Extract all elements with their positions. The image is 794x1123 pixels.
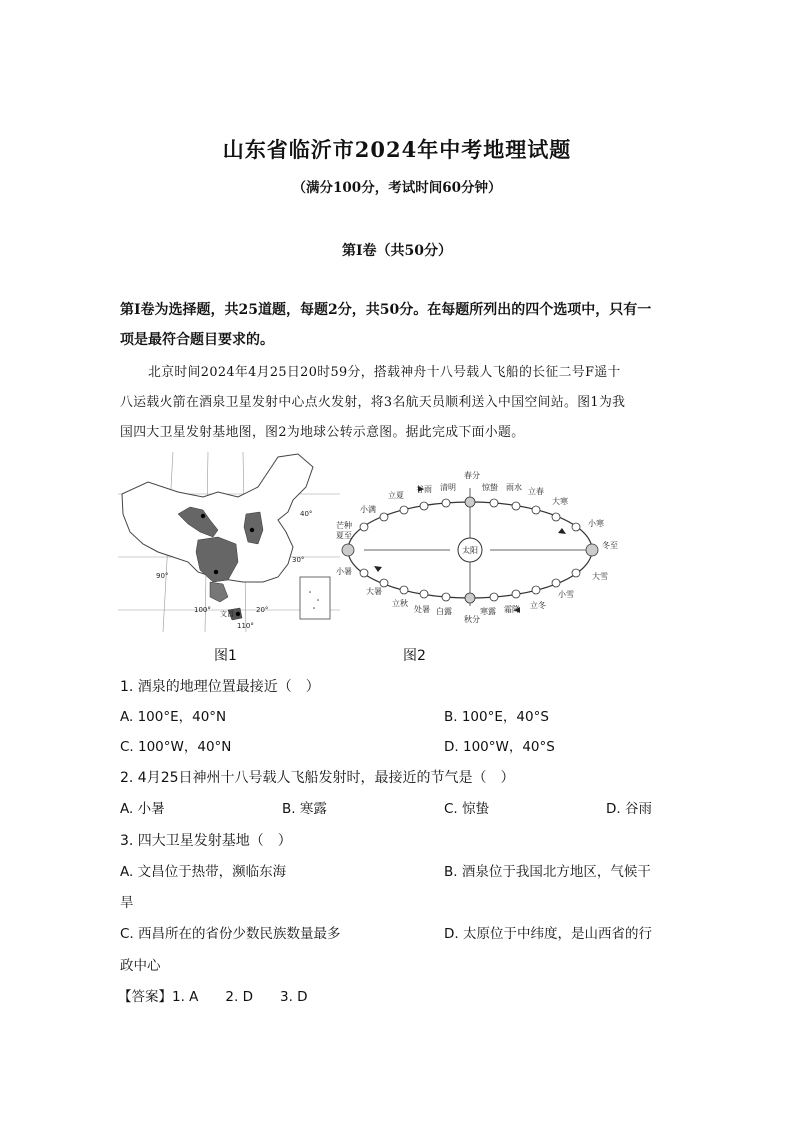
term-chushu: 处暑 bbox=[414, 605, 430, 614]
passage-line-3: 国四大卫星发射基地图，图2为地球公转示意图。据此完成下面小题。 bbox=[120, 425, 525, 440]
jiuquan-point bbox=[201, 514, 205, 518]
yunnan-province bbox=[210, 582, 228, 602]
term-dashu: 大暑 bbox=[366, 587, 382, 596]
lon-90-label: 90° bbox=[156, 572, 169, 580]
question-2-stem: 2. 4月25日神州十八号载人飞船发射时，最接近的节气是（ ） bbox=[120, 770, 515, 786]
term-jingzhe: 惊蛰 bbox=[482, 483, 498, 492]
earth-qiufen bbox=[465, 593, 475, 603]
term-xiaohan: 小寒 bbox=[588, 519, 604, 528]
question-2-option-b[interactable]: B. 寒露 bbox=[282, 801, 327, 817]
earth-xiazhi bbox=[342, 544, 354, 556]
earth-dongzhi bbox=[586, 544, 598, 556]
question-2-option-c[interactable]: C. 惊蛰 bbox=[444, 801, 490, 817]
term-lixia: 立夏 bbox=[388, 491, 404, 500]
term-lidong: 立冬 bbox=[530, 601, 546, 610]
question-2-option-d[interactable]: D. 谷雨 bbox=[606, 801, 652, 817]
term-xiaoshu: 小暑 bbox=[336, 567, 352, 576]
question-3-option-a[interactable]: A. 文昌位于热带，濒临东海 bbox=[120, 864, 287, 880]
lon-110-label: 110° bbox=[237, 622, 254, 630]
sun-label: 太阳 bbox=[462, 546, 478, 555]
answer-line: 【答案】1. A 2. D 3. D bbox=[118, 989, 308, 1005]
term-lichun: 立春 bbox=[528, 487, 544, 496]
question-3-option-c[interactable]: C. 西昌所在的省份少数民族数量最多 bbox=[120, 926, 341, 942]
passage-line-1: 北京时间2024年4月25日20时59分，搭载神舟十八号载人飞船的长征二号F遥十 bbox=[148, 365, 621, 380]
lon-100-label: 100° bbox=[194, 606, 211, 614]
wenchang-label: 文昌 bbox=[220, 610, 234, 618]
term-daxue: 大雪 bbox=[592, 572, 608, 581]
term-yushui: 雨水 bbox=[506, 483, 522, 492]
figure-1-map bbox=[118, 452, 340, 632]
page-title: 山东省临沂市2024年中考地理试题 bbox=[222, 137, 572, 162]
term-chunfen: 春分 bbox=[464, 471, 480, 480]
wenchang-point bbox=[236, 612, 240, 616]
question-3-option-d[interactable]: D. 太原位于中纬度，是山西省的行 bbox=[444, 926, 652, 942]
lat-40-label: 40° bbox=[300, 510, 313, 518]
question-3-stem: 3. 四大卫星发射基地（ ） bbox=[120, 833, 292, 849]
question-1-stem: 1. 酒泉的地理位置最接近（ ） bbox=[120, 679, 320, 695]
term-xiaoxue: 小雪 bbox=[558, 590, 574, 599]
figure-2-caption: 图2 bbox=[403, 648, 426, 664]
question-3-option-b-wrap: 旱 bbox=[120, 895, 134, 911]
term-guyu: 谷雨 bbox=[416, 485, 432, 494]
term-shuangjiang: 霜降 bbox=[504, 605, 520, 614]
earth-chunfen bbox=[465, 497, 475, 507]
figure-2-orbit bbox=[336, 460, 618, 632]
question-3-option-d-wrap: 政中心 bbox=[120, 958, 161, 974]
term-liqiu: 立秋 bbox=[392, 599, 408, 608]
question-3-option-b[interactable]: B. 酒泉位于我国北方地区，气候干 bbox=[444, 864, 651, 880]
south-china-sea-inset bbox=[300, 577, 330, 619]
term-hanlu: 寒露 bbox=[480, 607, 496, 616]
question-1-option-a[interactable]: A. 100°E，40°N bbox=[120, 709, 227, 725]
taiyuan-point bbox=[250, 528, 254, 532]
instructions-line-1: 第Ⅰ卷为选择题，共25道题，每题2分，共50分。在每题所列出的四个选项中，只有一 bbox=[120, 302, 652, 318]
passage-line-2: 八运载火箭在酒泉卫星发射中心点火发射，将3名航天员顺利送入中国空间站。图1为我 bbox=[120, 395, 626, 410]
term-xiaoman: 小满 bbox=[360, 505, 376, 514]
question-1-option-b[interactable]: B. 100°E，40°S bbox=[444, 709, 549, 725]
exam-subtitle: （满分100分，考试时间60分钟） bbox=[292, 180, 502, 196]
xichang-point bbox=[214, 570, 218, 574]
question-1-option-c[interactable]: C. 100°W，40°N bbox=[120, 739, 232, 755]
lat-30-label: 30° bbox=[292, 556, 305, 564]
term-bailu: 白露 bbox=[436, 607, 452, 616]
term-mangzhong: 芒种 bbox=[336, 521, 352, 530]
figure-1-caption: 图1 bbox=[214, 648, 237, 664]
term-dahan: 大寒 bbox=[552, 497, 568, 506]
term-dongzhi: 冬至 bbox=[602, 541, 618, 550]
lat-20-label: 20° bbox=[256, 606, 269, 614]
question-1-option-d[interactable]: D. 100°W，40°S bbox=[444, 739, 555, 755]
term-qiufen: 秋分 bbox=[464, 615, 480, 624]
section-title: 第Ⅰ卷（共50分） bbox=[341, 243, 453, 259]
term-qingming: 清明 bbox=[440, 483, 456, 492]
term-xiazhi: 夏至 bbox=[336, 531, 352, 540]
question-2-option-a[interactable]: A. 小暑 bbox=[120, 801, 165, 817]
instructions-line-2: 项是最符合题目要求的。 bbox=[120, 332, 274, 348]
